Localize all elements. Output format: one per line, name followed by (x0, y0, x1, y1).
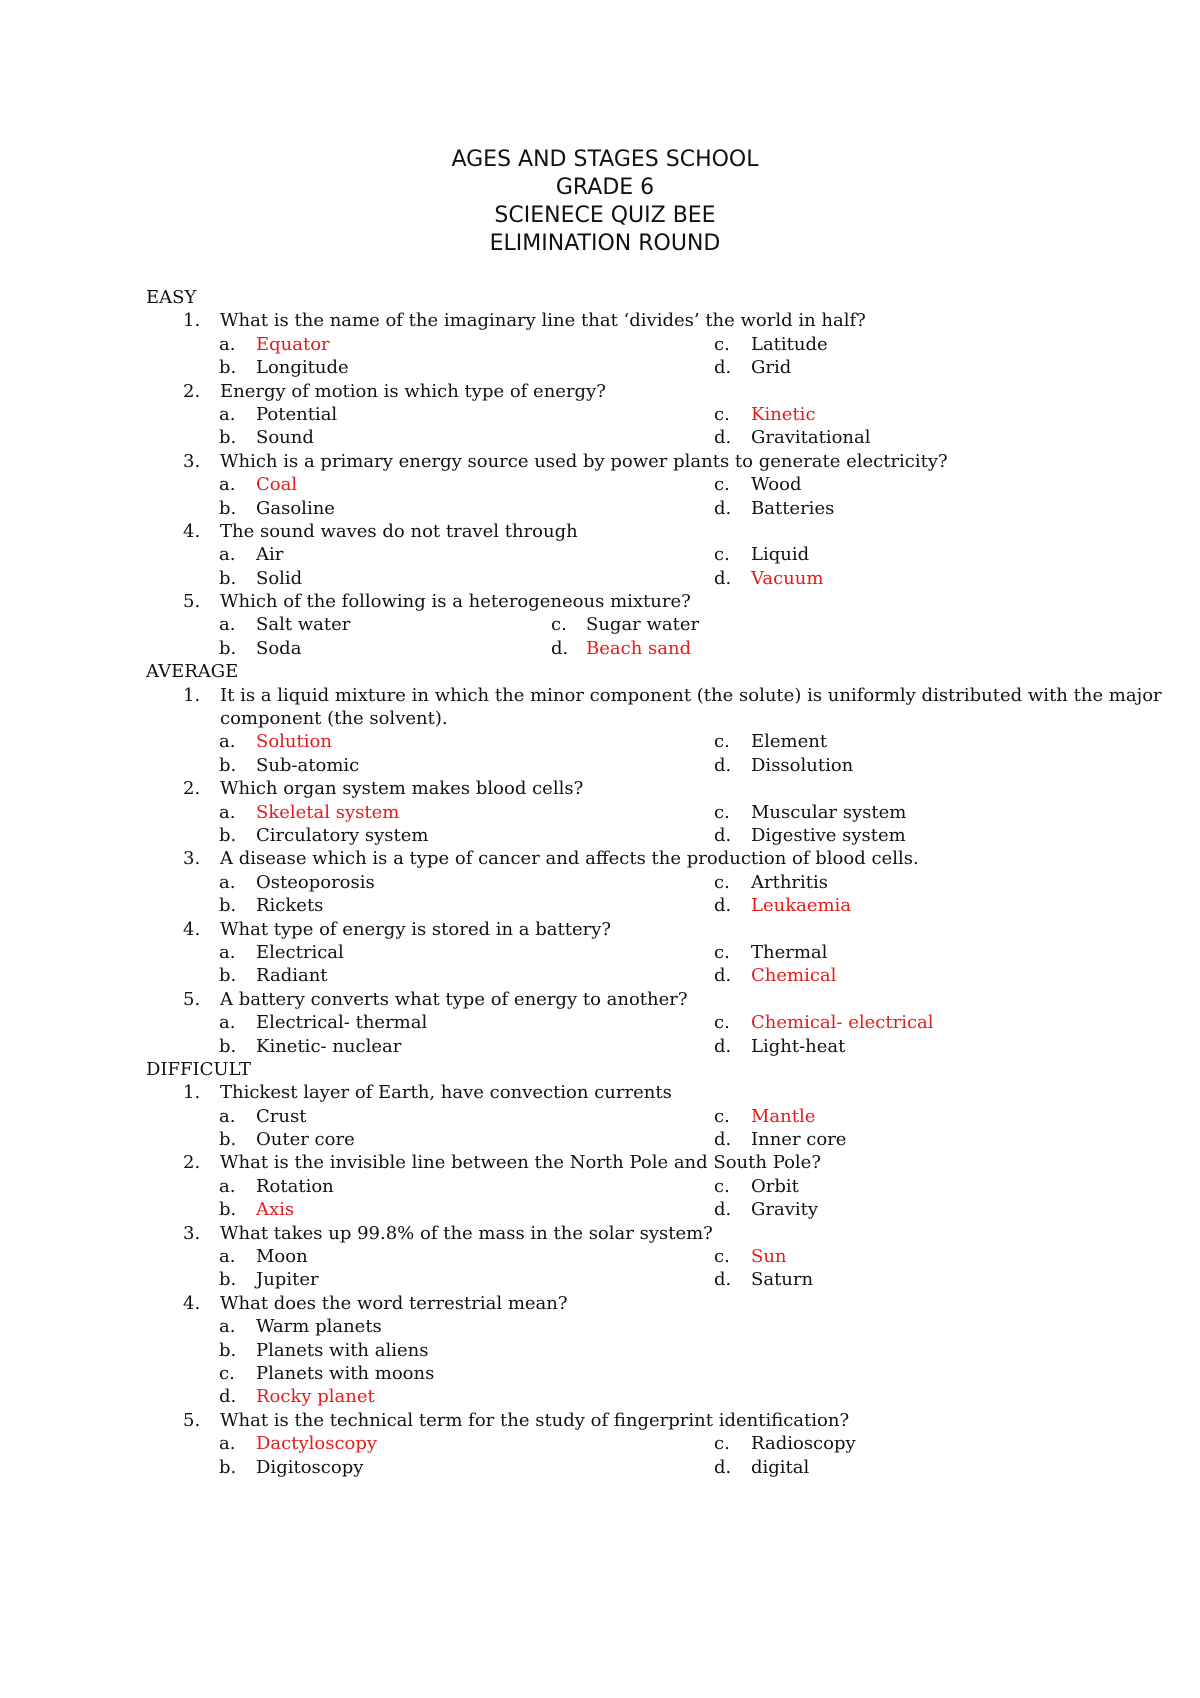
choice-row: b. Longitude d. Grid (219, 357, 792, 379)
correct-answer: Leukaemia (751, 895, 852, 917)
correct-answer: Dactyloscopy (256, 1433, 378, 1455)
choice-text: Sugar water (586, 614, 700, 636)
correct-answer: Vacuum (751, 567, 824, 589)
choice-row: b. Outer core d. Inner core (219, 1129, 847, 1151)
choice-row: b. Circulatory system d. Digestive system (219, 824, 906, 846)
choice-text: Air (256, 544, 284, 566)
choice-text: Digestive system (751, 824, 906, 846)
choice-text: Planets with moons (256, 1362, 435, 1384)
choice-text: Arthritis (751, 871, 829, 893)
choice-text: Jupiter (256, 1269, 319, 1291)
question-easy-3: 3. Which is a primary energy source used by power plants to generate electricity? (183, 450, 948, 472)
choice-row: a. Skeletal system c. Muscular system (219, 801, 907, 823)
correct-answer: Skeletal system (256, 801, 400, 823)
choice-row: a. Rotation c. Orbit (219, 1175, 799, 1197)
choice-row: b. Digitoscopy d. digital (219, 1456, 810, 1478)
choice-text: Radiant (256, 965, 328, 987)
choice-text: Crust (256, 1105, 307, 1127)
choice-row: a. Warm planets (219, 1316, 382, 1338)
choice-row: a. Equator c. Latitude (219, 333, 828, 355)
choice-text: Saturn (751, 1269, 814, 1291)
section-heading-difficult: DIFFICULT (146, 1058, 252, 1080)
correct-answer: Axis (256, 1199, 295, 1221)
question-difficult-2: 2. What is the invisible line between the North Pole and South Pole? (183, 1152, 821, 1174)
choice-text: Salt water (256, 614, 351, 636)
question-average-5: 5. A battery converts what type of energy to another? (183, 988, 688, 1010)
choice-text: Kinetic- nuclear (256, 1035, 402, 1057)
correct-answer: Sun (751, 1246, 787, 1268)
choice-row: b. Solid d. Vacuum (219, 567, 824, 589)
question-easy-4: 4. The sound waves do not travel through (183, 520, 578, 542)
choice-row: a. Solution c. Element (219, 731, 828, 753)
correct-answer: Beach sand (586, 637, 692, 659)
choice-text: Circulatory system (256, 824, 429, 846)
choice-row: a. Dactyloscopy c. Radioscopy (219, 1433, 856, 1455)
grade-level: GRADE 6 (555, 175, 655, 200)
question-difficult-4: 4. What does the word terrestrial mean? (183, 1292, 568, 1314)
choice-text: digital (751, 1456, 810, 1478)
choice-text: Electrical- thermal (256, 1012, 428, 1034)
correct-answer: Coal (256, 474, 298, 496)
choice-row: b. Radiant d. Chemical (219, 965, 837, 987)
question-average-3: 3. A disease which is a type of cancer and affects the production of blood cells. (183, 848, 919, 870)
correct-answer: Rocky planet (256, 1386, 375, 1408)
round-title: ELIMINATION ROUND (489, 231, 721, 256)
correct-answer: Chemical (751, 965, 837, 987)
correct-answer: Equator (256, 333, 330, 355)
choice-text: Osteoporosis (256, 871, 375, 893)
choice-text: Sound (256, 427, 314, 449)
choice-text: Gasoline (256, 497, 335, 519)
correct-answer: Kinetic (751, 403, 816, 425)
choice-text: Latitude (751, 333, 828, 355)
section-heading-easy: EASY (146, 287, 197, 308)
choice-row: b. Axis d. Gravity (219, 1199, 819, 1221)
question-difficult-1: 1. Thickest layer of Earth, have convection currents (183, 1082, 672, 1104)
choice-text: Orbit (751, 1175, 799, 1197)
choice-row: c. Planets with moons (219, 1362, 435, 1384)
choice-row: b. Jupiter d. Saturn (219, 1269, 814, 1291)
choice-text: Grid (751, 357, 792, 379)
choice-text: Rotation (256, 1175, 334, 1197)
choice-row: a. Crust c. Mantle (219, 1105, 816, 1127)
choice-text: Muscular system (751, 801, 907, 823)
quiz-content (0, 286, 1200, 1479)
correct-answer: Mantle (751, 1105, 816, 1127)
choice-row: b. Kinetic- nuclear d. Light-heat (219, 1035, 846, 1057)
choice-text: Digitoscopy (256, 1456, 364, 1478)
choice-text: Sub-atomic (256, 754, 360, 776)
document-header (0, 146, 1200, 258)
question-easy-2: 2. Energy of motion is which type of energy? (183, 380, 606, 402)
choice-text: Soda (256, 637, 302, 659)
choice-text: Electrical (256, 941, 344, 963)
choice-text: Thermal (751, 941, 828, 963)
choice-row: a. Electrical- thermal c. Chemical- electrical (219, 1012, 934, 1034)
choice-row: a. Potential c. Kinetic (219, 403, 816, 425)
choice-text: Gravitational (751, 427, 871, 449)
correct-answer: Solution (256, 731, 332, 753)
choice-text: Longitude (256, 357, 349, 379)
choice-text: Liquid (751, 544, 810, 566)
question-average-1: 1. It is a liquid mixture in which the minor component (the solute) is uniformly distributed with the major (183, 684, 1162, 706)
choice-text: Radioscopy (751, 1433, 856, 1455)
choice-text: Warm planets (256, 1316, 382, 1338)
choice-text: Solid (256, 567, 303, 589)
school-name: AGES AND STAGES SCHOOL (451, 147, 759, 172)
choice-text: Outer core (256, 1129, 355, 1151)
choice-row: a. Moon c. Sun (219, 1246, 787, 1268)
question-easy-1: 1. What is the name of the imaginary line that ‘divides’ the world in half? (183, 310, 866, 332)
choice-row: b. Gasoline d. Batteries (219, 497, 835, 519)
choice-text: Element (751, 731, 828, 753)
event-title: SCIENECE QUIZ BEE (494, 203, 716, 228)
section-heading-average: AVERAGE (146, 661, 239, 683)
question-continuation: component (the solvent). (220, 708, 448, 730)
choice-text: Batteries (751, 497, 835, 519)
choice-row: a. Coal c. Wood (219, 474, 802, 496)
choice-text: Rickets (256, 895, 324, 917)
choice-row: a. Air c. Liquid (219, 544, 810, 566)
choice-row: d. Rocky planet (219, 1386, 375, 1408)
choice-text: Potential (256, 403, 338, 425)
choice-row: a. Salt water c. Sugar water (219, 614, 700, 636)
question-easy-5: 5. Which of the following is a heterogeneous mixture? (183, 591, 691, 613)
choice-text: Dissolution (751, 754, 854, 776)
choice-row: b. Sub-atomic d. Dissolution (219, 754, 854, 776)
choice-text: Inner core (751, 1129, 847, 1151)
choice-row: b. Rickets d. Leukaemia (219, 895, 852, 917)
correct-answer: Chemical- electrical (751, 1012, 934, 1034)
question-average-4: 4. What type of energy is stored in a battery? (183, 918, 612, 940)
choice-row: a. Electrical c. Thermal (219, 941, 828, 963)
choice-text: Light-heat (751, 1035, 846, 1057)
choice-text: Gravity (751, 1199, 819, 1221)
question-difficult-5: 5. What is the technical term for the study of fingerprint identification? (183, 1409, 850, 1431)
question-average-2: 2. Which organ system makes blood cells? (183, 778, 584, 800)
choice-row: b. Planets with aliens (219, 1339, 429, 1361)
choice-text: Wood (751, 474, 802, 496)
choice-text: Moon (256, 1246, 308, 1268)
choice-text: Planets with aliens (256, 1339, 429, 1361)
choice-row: b. Soda d. Beach sand (219, 637, 692, 659)
question-difficult-3: 3. What takes up 99.8% of the mass in the solar system? (183, 1222, 713, 1244)
choice-row: a. Osteoporosis c. Arthritis (219, 871, 829, 893)
choice-row: b. Sound d. Gravitational (219, 427, 871, 449)
